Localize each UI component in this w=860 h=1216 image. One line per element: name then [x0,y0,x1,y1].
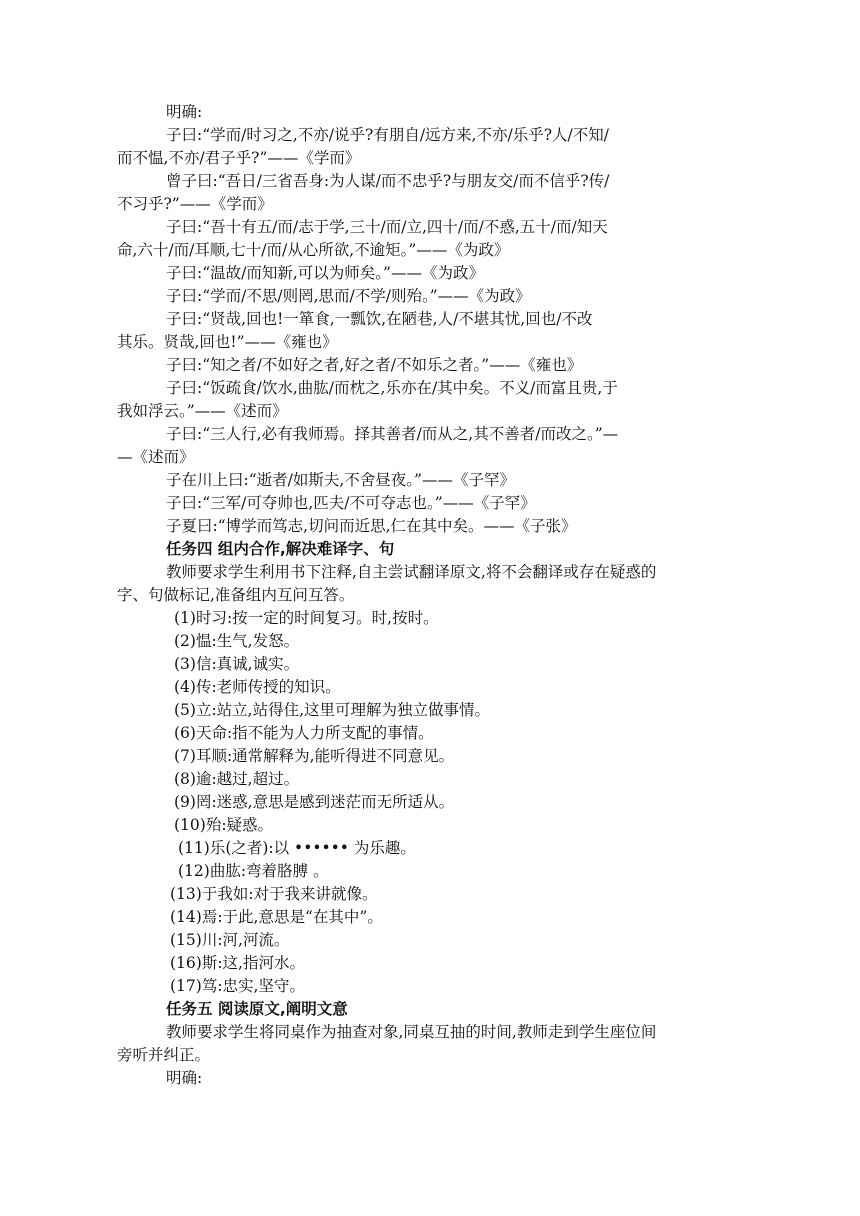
analects-quotes [117,124,750,538]
mingque-label: 明确: [166,1069,203,1087]
quote-line: 子曰:“知之者/不如好之者,好之者/不如乐之者。”——《雍也》 [166,356,583,374]
note-item: (8)逾:越过,超过。 [174,770,300,788]
vocabulary-notes [117,607,750,998]
task4-heading: 任务四 组内合作,解决难译字、句 [166,540,395,558]
note-item: (1)时习:按一定的时间复习。时,按时。 [174,609,439,627]
quote-line: 命,六十/而/耳顺,七十/而/从心所欲,不逾矩。”——《为政》 [117,241,510,259]
note-item: (11)乐(之者):以 •••••• 为乐趣。 [178,839,416,857]
quote-line: 子曰:“学而/时习之,不亦/说乎?有朋自/远方来,不亦/乐乎?人/不知/ [166,126,609,144]
task5-heading: 任务五 阅读原文,阐明文意 [166,1000,348,1018]
note-item: (17)笃:忠实,坚守。 [170,977,305,995]
note-item: (14)焉:于此,意思是“在其中”。 [170,908,383,926]
quote-line: 子曰:“温故/而知新,可以为师矣。”——《为政》 [166,264,484,282]
quote-line: 我如浮云。”——《述而》 [117,402,288,420]
note-item: (12)曲肱:弯着胳膊 。 [178,862,329,880]
quote-line: 子曰:“学而/不思/则罔,思而/不学/则殆。”——《为政》 [166,287,531,305]
quote-line: 不习乎?”——《学而》 [117,195,273,213]
quote-line: 子曰:“饭疏食/饮水,曲肱/而枕之,乐亦在/其中矣。不义/而富且贵,于 [166,379,618,397]
task4-intro: 字、句做标记,准备组内互问互答。 [117,586,355,604]
quote-line: —《述而》 [117,448,195,466]
quote-line: 而不愠,不亦/君子乎?”——《学而》 [117,149,361,167]
note-item: (9)罔:迷惑,意思是感到迷茫而无所适从。 [174,793,455,811]
quote-line: 其乐。贤哉,回也!”——《雍也》 [117,333,338,351]
quote-line: 子曰:“三人行,必有我师焉。择其善者/而从之,其不善者/而改之。”— [166,425,619,443]
note-item: (13)于我如:对于我来讲就像。 [170,885,378,903]
quote-line: 子曰:“吾十有五/而/志于学,三十/而/立,四十/而/不惑,五十/而/知天 [166,218,608,236]
quote-line: 曾子曰:“吾日/三省吾身:为人谋/而不忠乎?与朋友交/而不信乎?传/ [166,172,610,190]
task5-intro: 旁听并纠正。 [117,1046,211,1064]
task4-intro: 教师要求学生利用书下注释,自主尝试翻译原文,将不会翻译或存在疑惑的 [166,563,657,581]
quote-line: 子曰:“三军/可夺帅也,匹夫/不可夺志也。”——《子罕》 [166,494,536,512]
quote-line: 子夏曰:“博学而笃志,切问而近思,仁在其中矣。——《子张》 [166,517,577,535]
note-item: (16)斯:这,指河水。 [170,954,305,972]
note-item: (6)天命:指不能为人力所支配的事情。 [174,724,434,742]
note-item: (7)耳顺:通常解释为,能听得进不同意见。 [174,747,455,765]
note-item: (15)川:河,河流。 [170,931,290,949]
note-item: (5)立:站立,站得住,这里可理解为独立做事情。 [174,701,491,719]
note-item: (3)信:真诚,诚实。 [174,655,300,673]
note-item: (2)愠:生气,发怒。 [174,632,300,650]
quote-line: 子曰:“贤哉,回也!一箪食,一瓢饮,在陋巷,人/不堪其忧,回也/不改 [166,310,593,328]
note-item: (4)传:老师传授的知识。 [174,678,341,696]
note-item: (10)殆:疑惑。 [174,816,274,834]
quote-line: 子在川上曰:“逝者/如斯夫,不舍昼夜。”——《子罕》 [166,471,515,489]
task5-intro: 教师要求学生将同桌作为抽查对象,同桌互抽的时间,教师走到学生座位间 [166,1023,657,1041]
mingque-label: 明确: [166,103,203,121]
